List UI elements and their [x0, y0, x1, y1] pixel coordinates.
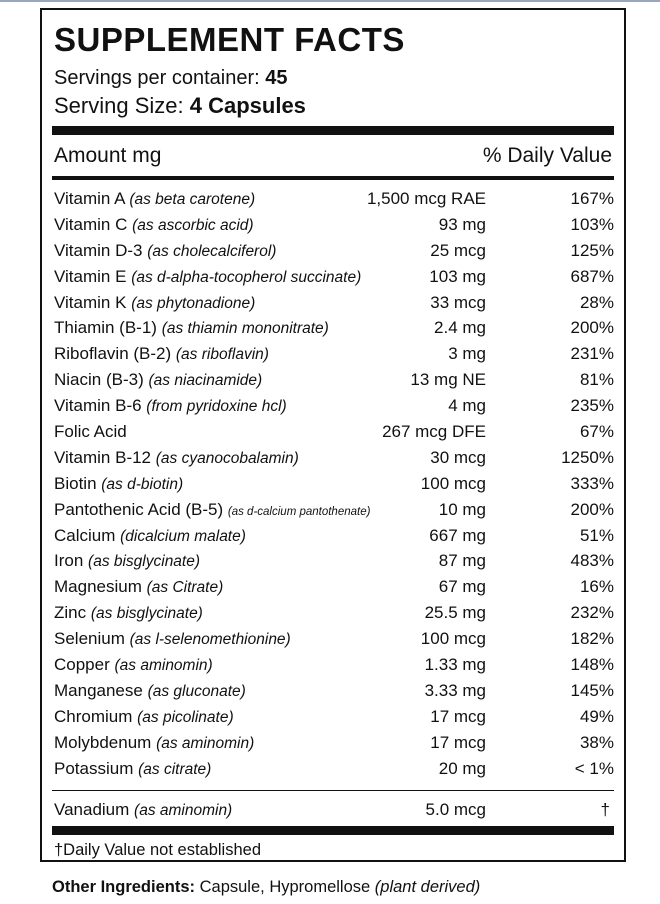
nutrient-source: (as gluconate) [147, 682, 246, 700]
nutrient-name: Vitamin B-6 (from pyridoxine hcl) [54, 396, 287, 416]
nutrient-amount: 4 mg [448, 396, 486, 416]
nutrient-row [54, 393, 614, 419]
nutrient-amount: 93 mg [438, 214, 486, 234]
nutrient-daily-value: 182% [570, 629, 614, 649]
servings-value: 45 [265, 67, 288, 89]
nutrient-row [54, 471, 614, 497]
nutrient-name: Biotin (as d-biotin) [54, 473, 184, 493]
nutrient-row [54, 548, 614, 574]
nutrient-source: (as cholecalciferol) [147, 242, 277, 260]
daily-value-header: % Daily Value [482, 144, 612, 167]
nutrient-daily-value: < 1% [574, 758, 614, 778]
nutrient-daily-value: 67% [579, 422, 614, 442]
nutrient-row [54, 445, 614, 471]
nutrient-row [54, 574, 614, 600]
nutrient-daily-value: 145% [570, 680, 614, 700]
nutrient-amount: 13 mg NE [410, 370, 486, 390]
thick-divider [52, 126, 614, 135]
nutrient-name: Iron (as bisglycinate) [54, 551, 201, 571]
nutrient-amount: 1.33 mg [424, 655, 486, 675]
nutrient-name: Potassium (as citrate) [54, 758, 212, 778]
nutrient-name: Selenium (as l-selenomethionine) [54, 629, 291, 649]
nutrient-daily-value: 1250% [561, 447, 614, 467]
footnote: †Daily Value not established [54, 841, 261, 859]
nutrient-source: (dicalcium malate) [120, 527, 246, 545]
servings-label: Servings per container: [54, 67, 260, 89]
amount-header: Amount mg [54, 144, 162, 167]
nutrient-amount: 100 mcg [420, 629, 486, 649]
nutrient-amount: 87 mg [438, 551, 486, 571]
nutrient-row [54, 341, 614, 367]
nutrient-name: Folic Acid [54, 422, 127, 442]
nutrient-daily-value: 167% [570, 189, 614, 208]
nutrient-row [54, 600, 614, 626]
vanadium-divider [52, 790, 614, 791]
nutrient-source: (as riboflavin) [175, 346, 269, 364]
nutrient-name: Manganese (as gluconate) [54, 680, 246, 700]
nutrient-source: (as bisglycinate) [90, 605, 203, 623]
nutrient-row [54, 315, 614, 341]
nutrient-source: (as picolinate) [137, 708, 234, 726]
nutrient-amount: 5.0 mcg [425, 800, 486, 819]
nutrient-daily-value: 103% [570, 214, 614, 234]
nutrient-daily-value: 687% [570, 266, 614, 286]
serving-size [54, 93, 306, 119]
nutrient-row [54, 678, 614, 704]
other-ingredients [52, 877, 480, 897]
nutrient-name: Chromium (as picolinate) [54, 706, 234, 726]
nutrient-name: Calcium (dicalcium malate) [54, 525, 246, 545]
nutrient-amount: 20 mg [438, 758, 486, 778]
nutrient-source: (as aminomin) [134, 802, 233, 819]
nutrient-amount: 3 mg [448, 344, 486, 364]
nutrient-source: (as cyanocobalamin) [155, 449, 299, 467]
nutrient-name: Magnesium (as Citrate) [54, 577, 224, 597]
nutrient-row [54, 523, 614, 549]
nutrient-row-vanadium [54, 797, 614, 823]
nutrient-name: Pantothenic Acid (B-5) (as d-calcium pantothenate) [54, 499, 371, 519]
nutrient-amount: 1,500 mcg RAE [366, 189, 486, 208]
nutrient-amount: 33 mcg [430, 292, 486, 312]
nutrient-name: Vanadium (as aminomin) [54, 800, 233, 819]
nutrient-row [54, 497, 614, 523]
nutrient-source: (as citrate) [138, 760, 212, 778]
bottom-thick-divider [52, 826, 614, 835]
nutrient-amount: 67 mg [438, 577, 486, 597]
nutrient-daily-value: 28% [579, 292, 614, 312]
nutrient-source: (as beta carotene) [129, 191, 256, 208]
nutrient-daily-value: 81% [579, 370, 614, 390]
nutrient-name: Vitamin E (as d-alpha-tocopherol succinate) [54, 266, 362, 286]
servings-per-container [54, 66, 287, 90]
nutrient-daily-value: 49% [579, 706, 614, 726]
nutrient-amount: 3.33 mg [424, 680, 486, 700]
nutrient-daily-value: 483% [570, 551, 614, 571]
nutrient-row [54, 704, 614, 730]
nutrient-daily-value: 232% [570, 603, 614, 623]
nutrient-name: Niacin (B-3) (as niacinamide) [54, 370, 263, 390]
nutrient-daily-value: 38% [579, 732, 614, 752]
nutrient-amount: 667 mg [429, 525, 486, 545]
nutrient-daily-value: † [600, 800, 610, 819]
nutrient-source: (as d-biotin) [101, 475, 184, 493]
serving-size-label: Serving Size: [54, 93, 184, 118]
nutrient-name: Riboflavin (B-2) (as riboflavin) [54, 344, 269, 364]
supplement-facts-panel [40, 8, 626, 862]
nutrient-daily-value: 125% [570, 240, 614, 260]
nutrient-table [54, 186, 614, 781]
nutrient-row [54, 212, 614, 238]
nutrient-name: Vitamin K (as phytonadione) [54, 292, 256, 312]
nutrient-source: (as thiamin mononitrate) [161, 320, 329, 338]
nutrient-source: (as Citrate) [146, 579, 224, 597]
nutrient-amount: 17 mcg [430, 732, 486, 752]
nutrient-daily-value: 235% [570, 396, 614, 416]
nutrient-amount: 25.5 mg [424, 603, 486, 623]
nutrient-name: Zinc (as bisglycinate) [54, 603, 203, 623]
nutrient-source: (as ascorbic acid) [132, 216, 254, 234]
nutrient-row [54, 264, 614, 290]
nutrient-daily-value: 51% [579, 525, 614, 545]
nutrient-name: Vitamin D-3 (as cholecalciferol) [54, 240, 277, 260]
nutrient-daily-value: 148% [570, 655, 614, 675]
nutrient-source: (as d-calcium pantothenate) [227, 505, 371, 518]
other-ingredients-text: Capsule, Hypromellose [199, 878, 371, 896]
nutrient-row [54, 626, 614, 652]
nutrient-name: Vitamin C (as ascorbic acid) [54, 214, 254, 234]
nutrient-row [54, 186, 614, 212]
nutrient-amount: 2.4 mg [434, 318, 486, 338]
nutrient-row [54, 419, 614, 445]
nutrient-amount: 10 mg [438, 499, 486, 519]
other-ingredients-note: (plant derived) [374, 878, 481, 896]
nutrient-name: Molybdenum (as aminomin) [54, 732, 255, 752]
nutrient-name: Thiamin (B-1) (as thiamin mononitrate) [54, 318, 329, 338]
nutrient-daily-value: 333% [570, 473, 614, 493]
nutrient-amount: 100 mcg [420, 473, 486, 493]
nutrient-amount: 267 mcg DFE [382, 422, 486, 442]
top-border-line [0, 0, 660, 2]
nutrient-row [54, 367, 614, 393]
nutrient-daily-value: 231% [570, 344, 614, 364]
nutrient-amount: 30 mcg [430, 447, 486, 467]
nutrient-amount: 103 mg [429, 266, 486, 286]
nutrient-amount: 25 mcg [430, 240, 486, 260]
nutrient-source: (as d-alpha-tocopherol succinate) [131, 268, 362, 286]
nutrient-source: (from pyridoxine hcl) [146, 398, 287, 416]
nutrient-name: Vitamin A (as beta carotene) [54, 189, 256, 208]
nutrient-source: (as aminomin) [114, 657, 213, 675]
nutrient-row [54, 756, 614, 782]
nutrient-daily-value: 16% [579, 577, 614, 597]
nutrient-source: (as niacinamide) [148, 372, 263, 390]
nutrient-source: (as phytonadione) [131, 294, 256, 312]
nutrient-source: (as bisglycinate) [88, 553, 201, 571]
nutrient-daily-value: 200% [570, 318, 614, 338]
other-ingredients-label: Other Ingredients: [52, 878, 196, 896]
nutrient-row [54, 730, 614, 756]
nutrient-source: (as aminomin) [156, 734, 255, 752]
nutrient-name: Copper (as aminomin) [54, 655, 213, 675]
nutrient-row [54, 652, 614, 678]
nutrient-row [54, 238, 614, 264]
header-divider [52, 176, 614, 180]
nutrient-row [54, 290, 614, 316]
nutrient-source: (as l-selenomethionine) [129, 631, 291, 649]
serving-size-value: 4 Capsules [189, 93, 306, 118]
panel-title: SUPPLEMENT FACTS [54, 21, 405, 58]
nutrient-daily-value: 200% [570, 499, 614, 519]
nutrient-amount: 17 mcg [430, 706, 486, 726]
nutrient-name: Vitamin B-12 (as cyanocobalamin) [54, 447, 299, 467]
